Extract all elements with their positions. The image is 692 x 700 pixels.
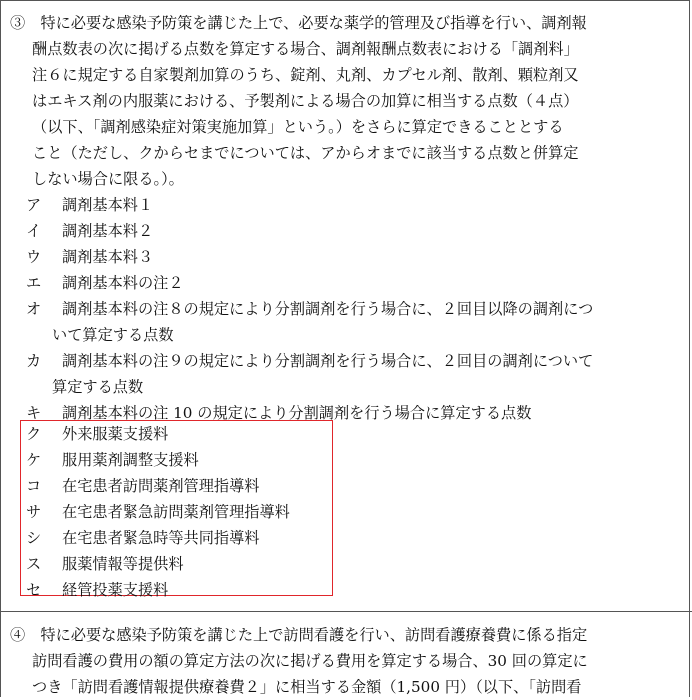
item-label: 調剤基本料１ xyxy=(62,196,154,214)
item-marker: キ xyxy=(26,404,42,422)
item-label: 服用薬剤調整支援料 xyxy=(62,451,199,469)
paragraph-line: 注６に規定する自家製剤加算のうち、錠剤、丸剤、カプセル剤、散剤、顆粒剤又 xyxy=(32,66,579,84)
paragraph-line: こと（ただし、クからセまでについては、アからオまでに該当する点数と併算定 xyxy=(32,144,579,162)
item-marker: ス xyxy=(26,555,42,573)
paragraph-4 xyxy=(10,622,588,700)
item-label: 調剤基本料２ xyxy=(62,222,154,240)
list-item xyxy=(26,218,593,244)
list-item xyxy=(26,348,593,374)
item-marker: シ xyxy=(26,529,42,547)
paragraph-line: 訪問看護の費用の額の算定方法の次に掲げる費用を算定する場合、30 回の算定に xyxy=(32,652,588,670)
item-marker: ク xyxy=(26,425,42,443)
item-marker: エ xyxy=(26,274,42,292)
item-continuation: 算定する点数 xyxy=(52,378,144,396)
item-label: 在宅患者緊急時等共同指導料 xyxy=(62,529,260,547)
item-marker: オ xyxy=(26,300,42,318)
item-label: 外来服薬支援料 xyxy=(62,425,169,443)
item-label: 経管投薬支援料 xyxy=(62,581,169,599)
paragraph-3 xyxy=(10,10,587,192)
item-label: 調剤基本料３ xyxy=(62,248,154,266)
item-label: 服薬情報等提供料 xyxy=(62,555,184,573)
list-item xyxy=(26,296,593,322)
item-label: 在宅患者緊急訪問薬剤管理指導料 xyxy=(62,503,290,521)
item-label: 調剤基本料の注２ xyxy=(62,274,184,292)
item-label: 調剤基本料の注８の規定により分割調剤を行う場合に、２回目以降の調剤につ xyxy=(62,300,594,318)
paragraph-line: はエキス剤の内服薬における、予製剤による場合の加算に相当する点数（４点） xyxy=(32,92,579,110)
item-marker: カ xyxy=(26,352,42,370)
item-marker: ウ xyxy=(26,248,42,266)
paragraph-line: しない場合に限る。）。 xyxy=(32,170,184,188)
list-item xyxy=(26,499,290,525)
list-item xyxy=(26,244,593,270)
paragraph-line: 酬点数表の次に掲げる点数を算定する場合、調剤報酬点数表における「調剤料」 xyxy=(32,40,579,58)
section-divider xyxy=(0,611,692,612)
list-item xyxy=(26,192,593,218)
item-label: 調剤基本料の注 10 の規定により分割調剤を行う場合に算定する点数 xyxy=(62,404,532,422)
paragraph-line: ④ 特に必要な感染予防策を講じた上で訪問看護を行い、訪問看護療養費に係る指定 xyxy=(10,626,588,644)
list-item xyxy=(26,525,290,551)
item-label: 在宅患者訪問薬剤管理指導料 xyxy=(62,477,260,495)
list-item xyxy=(26,473,290,499)
fee-item-list xyxy=(26,192,593,426)
item-marker: サ xyxy=(26,503,42,521)
paragraph-line: （以下、「調剤感染症対策実施加算」という。）をさらに算定できることとする xyxy=(32,118,564,136)
list-item xyxy=(26,447,290,473)
item-marker: ア xyxy=(26,196,42,214)
paragraph-line: つき「訪問看護情報提供療養費２」に相当する金額（1,500 円）（以下、「訪問看 xyxy=(32,678,582,696)
list-item xyxy=(26,421,290,447)
item-label: 調剤基本料の注９の規定により分割調剤を行う場合に、２回目の調剤について xyxy=(62,352,594,370)
item-continuation: いて算定する点数 xyxy=(52,326,174,344)
item-marker: ケ xyxy=(26,451,42,469)
list-item xyxy=(26,270,593,296)
highlighted-item-list xyxy=(26,421,290,603)
list-item xyxy=(26,551,290,577)
item-marker: イ xyxy=(26,222,42,240)
list-item xyxy=(26,577,290,603)
paragraph-line: ③ 特に必要な感染予防策を講じた上で、必要な薬学的管理及び指導を行い、調剤報 xyxy=(10,14,587,32)
item-marker: セ xyxy=(26,581,42,599)
item-marker: コ xyxy=(26,477,42,495)
